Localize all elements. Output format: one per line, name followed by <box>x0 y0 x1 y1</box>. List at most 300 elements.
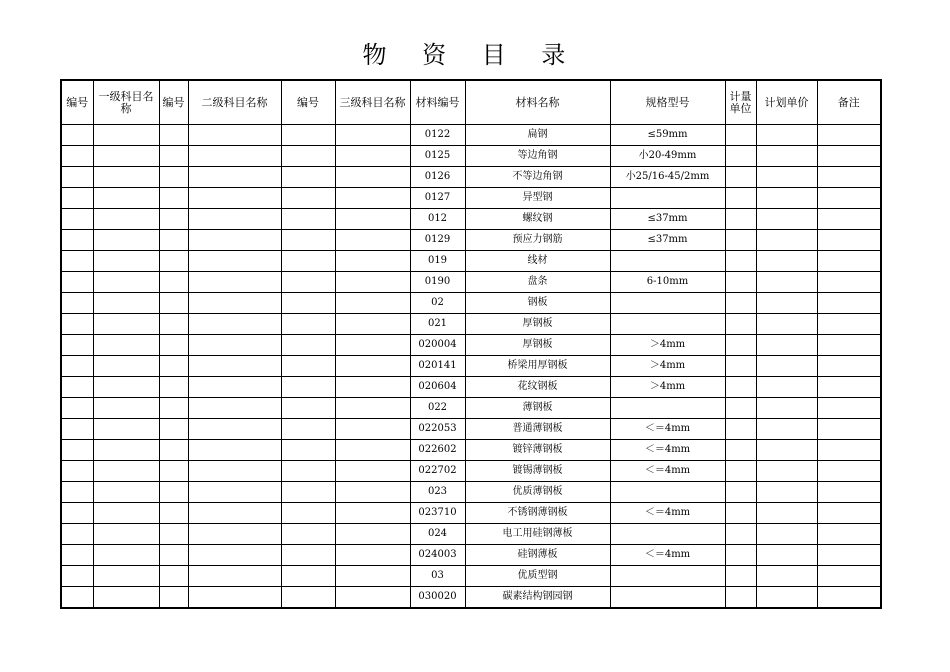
empty-cell <box>335 377 410 398</box>
empty-cell <box>281 167 335 188</box>
empty-cell <box>817 209 881 230</box>
empty-cell <box>281 440 335 461</box>
table-row <box>61 419 881 440</box>
table-row <box>61 167 881 188</box>
empty-cell <box>725 125 756 146</box>
empty-cell <box>159 440 188 461</box>
empty-cell <box>756 566 817 587</box>
material-name-cell: 线材 <box>465 251 610 272</box>
empty-cell <box>281 461 335 482</box>
table-row <box>61 524 881 545</box>
empty-cell <box>61 167 93 188</box>
empty-cell <box>817 167 881 188</box>
table-row <box>61 587 881 609</box>
empty-cell <box>335 524 410 545</box>
material-name-cell: 异型钢 <box>465 188 610 209</box>
empty-cell <box>335 440 410 461</box>
table-row <box>61 293 881 314</box>
spec-cell: ＜＝4mm <box>610 419 725 440</box>
empty-cell <box>725 230 756 251</box>
empty-cell <box>756 335 817 356</box>
col-header-material-name: 材料名称 <box>465 80 610 125</box>
empty-cell <box>159 272 188 293</box>
empty-cell <box>756 398 817 419</box>
empty-cell <box>725 398 756 419</box>
spec-cell <box>610 251 725 272</box>
empty-cell <box>725 440 756 461</box>
empty-cell <box>725 524 756 545</box>
empty-cell <box>335 230 410 251</box>
material-name-cell: 碳素结构钢园钢 <box>465 587 610 609</box>
table-row <box>61 230 881 251</box>
empty-cell <box>817 524 881 545</box>
material-name-cell: 电工用硅钢薄板 <box>465 524 610 545</box>
empty-cell <box>817 419 881 440</box>
material-code-cell: 012 <box>410 209 465 230</box>
empty-cell <box>335 293 410 314</box>
empty-cell <box>188 566 281 587</box>
empty-cell <box>281 293 335 314</box>
table-row <box>61 482 881 503</box>
empty-cell <box>817 587 881 609</box>
empty-cell <box>281 335 335 356</box>
spec-cell <box>610 293 725 314</box>
empty-cell <box>335 419 410 440</box>
spec-cell <box>610 524 725 545</box>
material-code-cell: 03 <box>410 566 465 587</box>
empty-cell <box>817 566 881 587</box>
empty-cell <box>93 293 159 314</box>
empty-cell <box>188 188 281 209</box>
empty-cell <box>335 209 410 230</box>
material-name-cell: 厚钢板 <box>465 335 610 356</box>
material-name-cell: 盘条 <box>465 272 610 293</box>
empty-cell <box>61 272 93 293</box>
empty-cell <box>335 356 410 377</box>
empty-cell <box>61 335 93 356</box>
empty-cell <box>93 440 159 461</box>
empty-cell <box>335 188 410 209</box>
empty-cell <box>61 356 93 377</box>
table-row <box>61 314 881 335</box>
empty-cell <box>281 272 335 293</box>
table-row <box>61 272 881 293</box>
material-code-cell: 0125 <box>410 146 465 167</box>
empty-cell <box>188 251 281 272</box>
empty-cell <box>756 503 817 524</box>
material-name-cell: 镀锌薄钢板 <box>465 440 610 461</box>
empty-cell <box>159 356 188 377</box>
empty-cell <box>61 524 93 545</box>
material-name-cell: 桥梁用厚钢板 <box>465 356 610 377</box>
material-name-cell: 不锈钢薄钢板 <box>465 503 610 524</box>
empty-cell <box>61 545 93 566</box>
col-header-level1-name: 一级科目名称 <box>93 80 159 125</box>
col-header-spec: 规格型号 <box>610 80 725 125</box>
empty-cell <box>281 377 335 398</box>
empty-cell <box>756 209 817 230</box>
material-code-cell: 0127 <box>410 188 465 209</box>
empty-cell <box>725 314 756 335</box>
material-name-cell: 钢板 <box>465 293 610 314</box>
empty-cell <box>756 314 817 335</box>
empty-cell <box>281 146 335 167</box>
material-name-cell: 普通薄钢板 <box>465 419 610 440</box>
col-header-unit: 计量单位 <box>725 80 756 125</box>
empty-cell <box>756 356 817 377</box>
empty-cell <box>61 293 93 314</box>
empty-cell <box>335 461 410 482</box>
empty-cell <box>725 545 756 566</box>
empty-cell <box>756 167 817 188</box>
empty-cell <box>725 188 756 209</box>
empty-cell <box>817 188 881 209</box>
spec-cell: 小20-49mm <box>610 146 725 167</box>
empty-cell <box>281 314 335 335</box>
spec-cell: ＞4mm <box>610 356 725 377</box>
spec-cell: ＞4mm <box>610 377 725 398</box>
empty-cell <box>817 545 881 566</box>
empty-cell <box>281 482 335 503</box>
empty-cell <box>335 566 410 587</box>
empty-cell <box>159 125 188 146</box>
empty-cell <box>281 587 335 609</box>
empty-cell <box>725 377 756 398</box>
material-code-cell: 02 <box>410 293 465 314</box>
empty-cell <box>725 146 756 167</box>
empty-cell <box>159 398 188 419</box>
empty-cell <box>93 503 159 524</box>
material-code-cell: 030020 <box>410 587 465 609</box>
table-row <box>61 356 881 377</box>
empty-cell <box>93 419 159 440</box>
empty-cell <box>756 230 817 251</box>
empty-cell <box>756 146 817 167</box>
empty-cell <box>817 125 881 146</box>
empty-cell <box>93 209 159 230</box>
empty-cell <box>756 377 817 398</box>
empty-cell <box>61 230 93 251</box>
empty-cell <box>281 251 335 272</box>
material-code-cell: 0122 <box>410 125 465 146</box>
material-name-cell: 等边角钢 <box>465 146 610 167</box>
table-row <box>61 440 881 461</box>
empty-cell <box>335 482 410 503</box>
col-header-code-3: 编号 <box>281 80 335 125</box>
empty-cell <box>725 482 756 503</box>
empty-cell <box>159 167 188 188</box>
empty-cell <box>756 272 817 293</box>
spec-cell <box>610 587 725 609</box>
empty-cell <box>756 440 817 461</box>
empty-cell <box>93 188 159 209</box>
empty-cell <box>188 356 281 377</box>
empty-cell <box>61 251 93 272</box>
table-row <box>61 251 881 272</box>
spec-cell <box>610 314 725 335</box>
empty-cell <box>817 293 881 314</box>
empty-cell <box>725 587 756 609</box>
empty-cell <box>335 587 410 609</box>
empty-cell <box>93 251 159 272</box>
empty-cell <box>93 314 159 335</box>
header-row <box>61 80 881 125</box>
empty-cell <box>817 503 881 524</box>
spec-cell: 6-10mm <box>610 272 725 293</box>
empty-cell <box>725 209 756 230</box>
empty-cell <box>93 146 159 167</box>
empty-cell <box>756 188 817 209</box>
empty-cell <box>61 419 93 440</box>
empty-cell <box>281 419 335 440</box>
material-name-cell: 硅钢薄板 <box>465 545 610 566</box>
col-header-code-2: 编号 <box>159 80 188 125</box>
empty-cell <box>335 503 410 524</box>
empty-cell <box>756 545 817 566</box>
empty-cell <box>61 482 93 503</box>
empty-cell <box>188 230 281 251</box>
empty-cell <box>281 566 335 587</box>
empty-cell <box>188 545 281 566</box>
empty-cell <box>817 314 881 335</box>
empty-cell <box>188 125 281 146</box>
spec-cell: ≤37mm <box>610 230 725 251</box>
empty-cell <box>281 545 335 566</box>
material-name-cell: 优质型钢 <box>465 566 610 587</box>
spec-cell: ＜＝4mm <box>610 503 725 524</box>
material-code-cell: 0126 <box>410 167 465 188</box>
empty-cell <box>335 545 410 566</box>
empty-cell <box>725 419 756 440</box>
empty-cell <box>725 356 756 377</box>
spec-cell: ≤37mm <box>610 209 725 230</box>
empty-cell <box>188 314 281 335</box>
empty-cell <box>817 251 881 272</box>
empty-cell <box>159 587 188 609</box>
empty-cell <box>159 566 188 587</box>
empty-cell <box>817 230 881 251</box>
material-name-cell: 厚钢板 <box>465 314 610 335</box>
empty-cell <box>188 419 281 440</box>
table-row <box>61 566 881 587</box>
empty-cell <box>817 146 881 167</box>
empty-cell <box>281 188 335 209</box>
material-code-cell: 019 <box>410 251 465 272</box>
empty-cell <box>188 482 281 503</box>
empty-cell <box>756 587 817 609</box>
empty-cell <box>335 398 410 419</box>
empty-cell <box>61 503 93 524</box>
empty-cell <box>93 125 159 146</box>
empty-cell <box>188 440 281 461</box>
empty-cell <box>188 524 281 545</box>
empty-cell <box>725 335 756 356</box>
materials-table <box>60 79 882 609</box>
empty-cell <box>93 482 159 503</box>
empty-cell <box>756 482 817 503</box>
empty-cell <box>159 503 188 524</box>
spec-cell: ≤59mm <box>610 125 725 146</box>
spec-cell: ＜＝4mm <box>610 440 725 461</box>
empty-cell <box>93 398 159 419</box>
empty-cell <box>61 146 93 167</box>
empty-cell <box>335 146 410 167</box>
material-code-cell: 022602 <box>410 440 465 461</box>
empty-cell <box>817 335 881 356</box>
empty-cell <box>159 188 188 209</box>
col-header-level2-name: 二级科目名称 <box>188 80 281 125</box>
material-code-cell: 023 <box>410 482 465 503</box>
col-header-plan-price: 计划单价 <box>756 80 817 125</box>
empty-cell <box>61 314 93 335</box>
material-name-cell: 薄钢板 <box>465 398 610 419</box>
material-code-cell: 021 <box>410 314 465 335</box>
empty-cell <box>281 356 335 377</box>
empty-cell <box>188 293 281 314</box>
spec-cell <box>610 482 725 503</box>
material-name-cell: 花纹钢板 <box>465 377 610 398</box>
spec-cell: ＜＝4mm <box>610 461 725 482</box>
material-code-cell: 024003 <box>410 545 465 566</box>
empty-cell <box>93 377 159 398</box>
empty-cell <box>188 461 281 482</box>
table-row <box>61 377 881 398</box>
col-header-code-1: 编号 <box>61 80 93 125</box>
empty-cell <box>281 524 335 545</box>
material-name-cell: 扁钢 <box>465 125 610 146</box>
material-name-cell: 预应力钢筋 <box>465 230 610 251</box>
spec-cell: 小25/16-45/2mm <box>610 167 725 188</box>
empty-cell <box>188 167 281 188</box>
empty-cell <box>159 251 188 272</box>
empty-cell <box>61 587 93 609</box>
empty-cell <box>188 503 281 524</box>
empty-cell <box>93 356 159 377</box>
empty-cell <box>725 566 756 587</box>
empty-cell <box>817 377 881 398</box>
empty-cell <box>159 419 188 440</box>
empty-cell <box>756 461 817 482</box>
empty-cell <box>61 125 93 146</box>
empty-cell <box>281 398 335 419</box>
empty-cell <box>817 356 881 377</box>
spec-cell: ＞4mm <box>610 335 725 356</box>
empty-cell <box>725 272 756 293</box>
empty-cell <box>725 293 756 314</box>
empty-cell <box>93 545 159 566</box>
material-code-cell: 0190 <box>410 272 465 293</box>
empty-cell <box>281 209 335 230</box>
material-code-cell: 022 <box>410 398 465 419</box>
material-code-cell: 024 <box>410 524 465 545</box>
empty-cell <box>756 524 817 545</box>
empty-cell <box>281 503 335 524</box>
spec-cell: ＜＝4mm <box>610 545 725 566</box>
empty-cell <box>93 230 159 251</box>
empty-cell <box>159 230 188 251</box>
table-row <box>61 209 881 230</box>
empty-cell <box>817 398 881 419</box>
empty-cell <box>159 209 188 230</box>
empty-cell <box>756 251 817 272</box>
empty-cell <box>817 461 881 482</box>
spec-cell <box>610 566 725 587</box>
empty-cell <box>159 545 188 566</box>
empty-cell <box>817 272 881 293</box>
empty-cell <box>61 188 93 209</box>
empty-cell <box>725 167 756 188</box>
empty-cell <box>159 482 188 503</box>
empty-cell <box>188 587 281 609</box>
page-title: 物 资 目 录 <box>362 41 580 69</box>
empty-cell <box>756 419 817 440</box>
table-row <box>61 503 881 524</box>
empty-cell <box>159 293 188 314</box>
empty-cell <box>93 167 159 188</box>
material-name-cell: 螺纹钢 <box>465 209 610 230</box>
table-body <box>61 125 881 609</box>
empty-cell <box>93 566 159 587</box>
empty-cell <box>335 251 410 272</box>
empty-cell <box>93 461 159 482</box>
material-name-cell: 不等边角钢 <box>465 167 610 188</box>
empty-cell <box>335 272 410 293</box>
empty-cell <box>159 524 188 545</box>
empty-cell <box>61 209 93 230</box>
empty-cell <box>159 146 188 167</box>
empty-cell <box>61 377 93 398</box>
empty-cell <box>335 314 410 335</box>
material-code-cell: 020604 <box>410 377 465 398</box>
empty-cell <box>188 398 281 419</box>
material-name-cell: 优质薄钢板 <box>465 482 610 503</box>
table-row <box>61 461 881 482</box>
empty-cell <box>61 566 93 587</box>
material-code-cell: 0129 <box>410 230 465 251</box>
empty-cell <box>61 440 93 461</box>
spec-cell <box>610 188 725 209</box>
empty-cell <box>335 167 410 188</box>
empty-cell <box>725 503 756 524</box>
empty-cell <box>159 335 188 356</box>
empty-cell <box>725 461 756 482</box>
material-code-cell: 023710 <box>410 503 465 524</box>
col-header-remarks: 备注 <box>817 80 881 125</box>
empty-cell <box>756 125 817 146</box>
table-row <box>61 188 881 209</box>
table-row <box>61 146 881 167</box>
empty-cell <box>281 230 335 251</box>
empty-cell <box>756 293 817 314</box>
material-code-cell: 022053 <box>410 419 465 440</box>
material-code-cell: 020141 <box>410 356 465 377</box>
empty-cell <box>725 251 756 272</box>
empty-cell <box>188 272 281 293</box>
col-header-level3-name: 三级科目名称 <box>335 80 410 125</box>
empty-cell <box>159 377 188 398</box>
table-row <box>61 335 881 356</box>
empty-cell <box>159 461 188 482</box>
empty-cell <box>61 461 93 482</box>
empty-cell <box>188 209 281 230</box>
empty-cell <box>188 335 281 356</box>
material-code-cell: 022702 <box>410 461 465 482</box>
material-name-cell: 镀锡薄钢板 <box>465 461 610 482</box>
empty-cell <box>188 377 281 398</box>
spec-cell <box>610 398 725 419</box>
empty-cell <box>159 314 188 335</box>
empty-cell <box>61 398 93 419</box>
